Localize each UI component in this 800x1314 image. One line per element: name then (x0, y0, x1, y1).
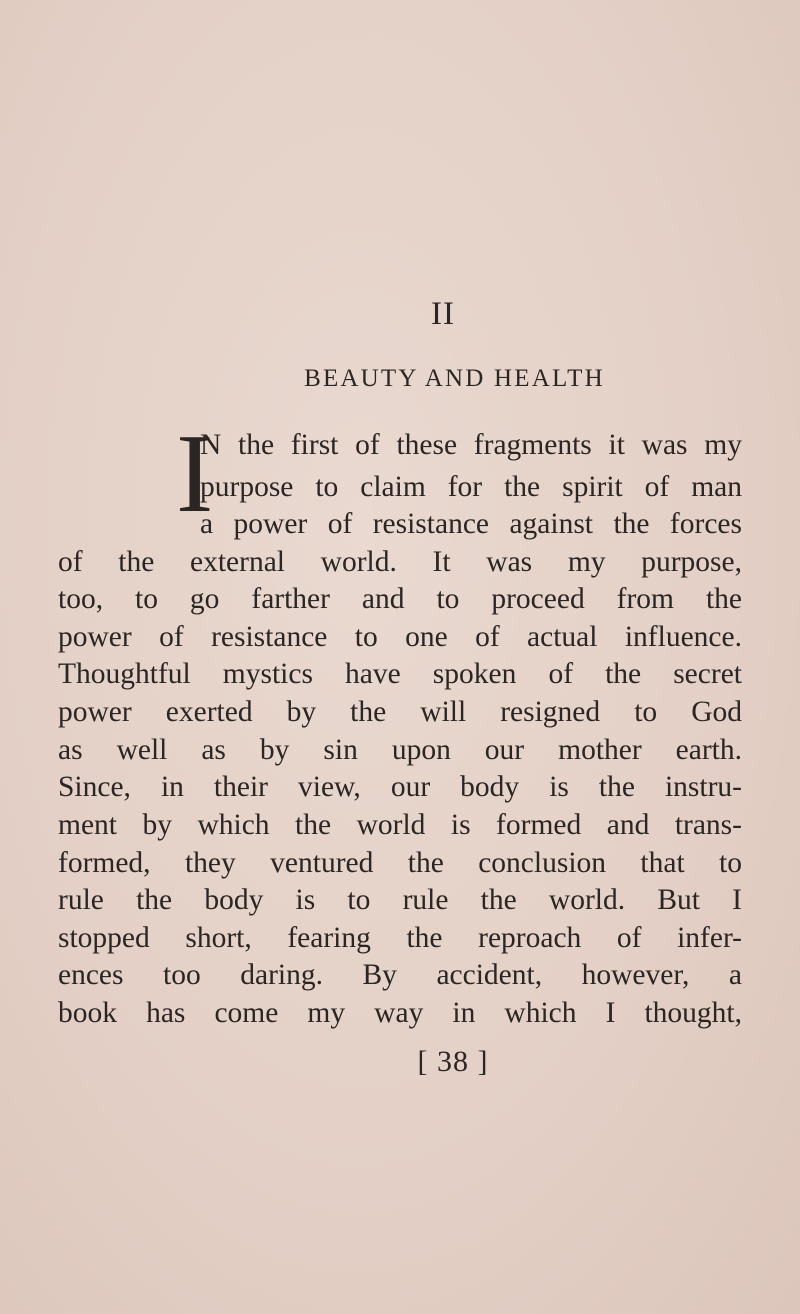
text-line-9: as well as by sin upon our mother earth. (58, 734, 742, 766)
text-line-12: formed, they ventured the conclusion that to (58, 847, 742, 879)
text-line-15: ences too daring. By accident, however, a (58, 959, 742, 991)
text-line-16: book has come my way in which I thought, (58, 997, 742, 1029)
text-line-7: Thoughtful mystics have spoken of the secret (58, 658, 742, 690)
drop-cap: I (176, 412, 214, 536)
text-line-2: purpose to claim for the spirit of man (200, 471, 742, 503)
text-line-13: rule the body is to rule the world. But I (58, 884, 742, 916)
text-line-6: power of resistance to one of actual influence. (58, 621, 742, 653)
chapter-number: II (431, 296, 455, 332)
chapter-title: BEAUTY AND HEALTH (304, 365, 605, 392)
text-line-14: stopped short, fearing the reproach of infer- (58, 922, 742, 954)
text-line-5: too, to go farther and to proceed from the (58, 583, 742, 615)
page-number: [ 38 ] (417, 1045, 489, 1078)
text-line-11: ment by which the world is formed and trans- (58, 809, 742, 841)
text-line-1: N the first of these fragments it was my (200, 429, 742, 461)
text-line-3: a power of resistance against the forces (200, 508, 742, 540)
text-line-8: power exerted by the will resigned to God (58, 696, 742, 728)
text-line-10: Since, in their view, our body is the instru- (58, 771, 742, 803)
text-line-4: of the external world. It was my purpose, (58, 546, 742, 578)
